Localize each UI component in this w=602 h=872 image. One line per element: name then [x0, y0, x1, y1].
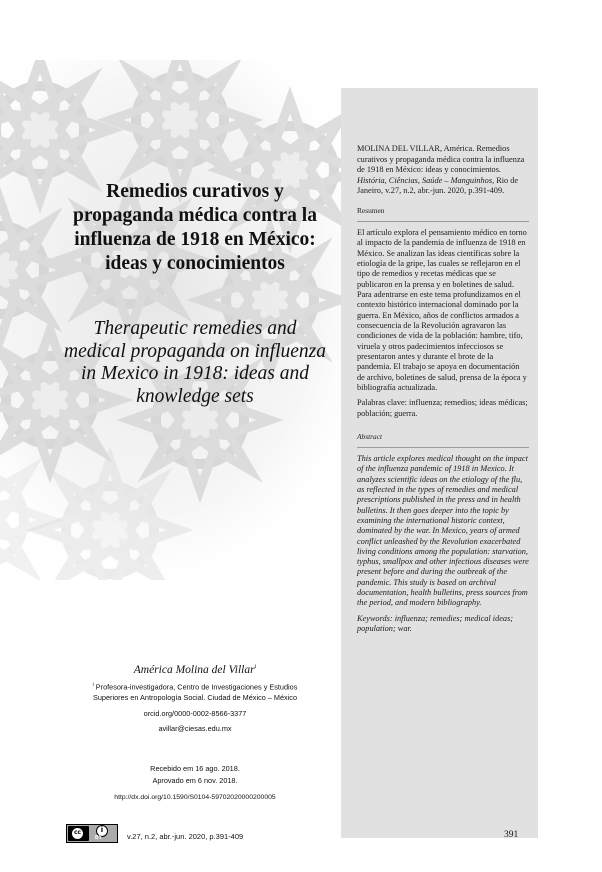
- cc-license-icon: cc: [68, 826, 89, 841]
- section-divider: [357, 221, 529, 222]
- resumen-keywords: Palabras clave: influenza; remedios; ideas médicas; población; guerra.: [357, 398, 528, 418]
- abstract-heading: Abstract: [357, 432, 383, 442]
- author-affiliation: $^i$ Profesora-investigadora, Centro de Investigaciones y Estudios Superiores en Antropología Social. Ciudad de México – México: [92, 682, 298, 702]
- footer-citation: v.27, n.2, abr.-jun. 2020, p.391-409: [127, 832, 244, 841]
- article-title-spanish: Remedios curativos y propaganda médica contra la influenza de 1918 en México: ideas y conocimientos: [73, 181, 317, 274]
- author-name: América Molina del Villar$^i$: [133, 664, 257, 676]
- submission-dates: [84, 763, 306, 786]
- citation: MOLINA DEL VILLAR, América. Remedios curativos y propaganda médica contra la influenza de 1918 en México: ideas y conocimientos. História, Ciências, Saúde – Manguinhos, Rio de Janeiro, v.27, n.2, abr.-jun. 2020, p.391-409.: [357, 144, 525, 196]
- author-orcid[interactable]: orcid.org/0000-0002-8566-3377: [143, 709, 247, 719]
- cc-license-badge[interactable]: [66, 824, 118, 843]
- author-footnote-mark: i: [254, 664, 257, 671]
- resumen-heading: Resumen: [357, 205, 385, 215]
- author-email[interactable]: avillar@ciesas.edu.mx: [158, 724, 232, 734]
- doi-link[interactable]: http://dx.doi.org/10.1590/S0104-59702020000200005: [114, 794, 276, 801]
- approved-date: Aprovado em 6 nov. 2018.: [152, 775, 238, 785]
- abstract-sidebar: [341, 88, 538, 838]
- page-number: 391: [504, 830, 519, 840]
- abstract-text: This article explores medical thought on the impact of the influenza pandemic of 1918 in Mexico. It analyzes scientific ideas on the etiology of the flu, as reflected in the types of remedies and medical prescriptions published in the press and in health bulletins. It then goes deeper into the topic by examining the international historic context, dominated by the war. In Mexico, years of armed conflict unleashed by the Revolution exacerbated living conditions among the population: starvation, typhus, smallpox and other infectious diseases were present before and during the outbreak of the pandemic. This study is based on archival documentation, health bulletins, press sources from the period, and modern bibliography.: [357, 454, 529, 608]
- affiliation-footnote-mark: i: [92, 682, 94, 688]
- article-title-english: Therapeutic remedies and medical propaganda on influenza in Mexico in 1918: ideas and knowledge sets: [64, 318, 326, 407]
- abstract-keywords: Keywords: influenza; remedies; medical ideas; population; war.: [357, 613, 514, 633]
- cc-by-label: BY: [95, 835, 102, 841]
- author-block: [84, 664, 306, 733]
- section-divider: [357, 447, 529, 448]
- resumen-text: El artículo explora el pensamiento médico en torno al impacto de la pandemia de influenza de 1918 en México. Se analizan las ideas científicas sobre la etiología de la gripe, las cuales se reflejaron en el tipo de remedios y recetas médicas que se publicaron en la prensa y en boletines de salud. Para adentrarse en este tema profundizamos en el contexto histórico internacional dominado por la guerra. En México, años de conflictos armados a consecuencia de la Revolución agravaron las condiciones de vida de la población: hambre, tifo, viruela y otros padecimientos infecciosos se presentaron antes y durante el brote de la pandemia. El trabajo se apoya en documentación de archivo, boletines de salud, prensa de la época y bibliografía actualizada.: [357, 227, 527, 393]
- attribution-icon: i: [96, 825, 108, 837]
- received-date: Recebido em 16 ago. 2018.: [150, 764, 240, 773]
